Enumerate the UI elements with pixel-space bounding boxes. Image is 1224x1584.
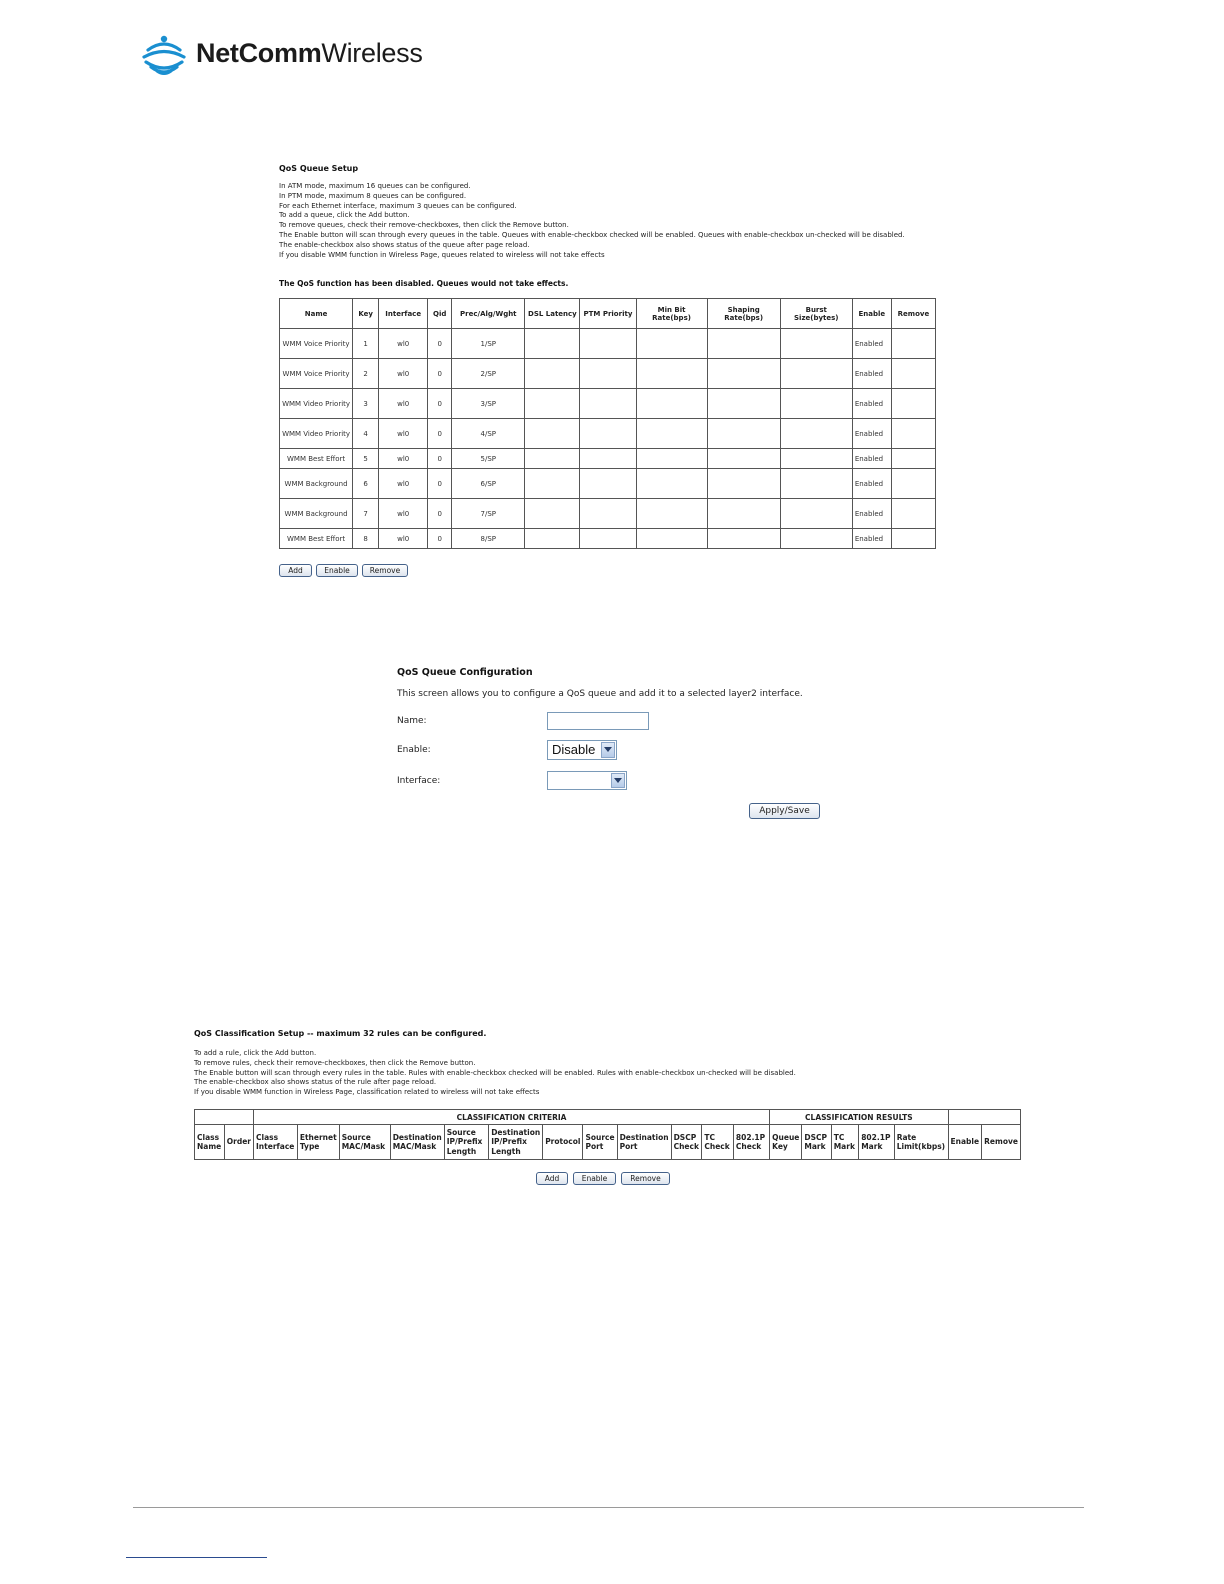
queue-setup-title: QoS Queue Setup <box>279 164 359 173</box>
rule-enable-button[interactable]: Enable <box>573 1172 616 1185</box>
col-prec: Prec/Alg/Wght <box>452 299 525 329</box>
note-line: For each Ethernet interface, maximum 3 queues can be configured. <box>279 201 517 210</box>
cell-qid: 0 <box>428 529 452 549</box>
cell-burst-size <box>780 499 852 529</box>
col-enable: Enable <box>852 299 891 329</box>
cell-interface: wl0 <box>379 329 428 359</box>
cell-dsl-latency <box>525 359 580 389</box>
group-empty-left <box>195 1110 254 1125</box>
cell-interface: wl0 <box>379 469 428 499</box>
cell-shaping-rate <box>707 499 780 529</box>
cell-dsl-latency <box>525 499 580 529</box>
cell-key: 6 <box>353 469 379 499</box>
cell-min-bit-rate <box>636 469 707 499</box>
cell-dsl-latency <box>525 389 580 419</box>
cell-prec: 3/SP <box>452 389 525 419</box>
col-rate-limit-kbps: Rate Limit(kbps) <box>894 1125 948 1160</box>
col-destination-port: Destination Port <box>617 1125 671 1160</box>
cell-ptm-priority <box>580 449 636 469</box>
col-dscp-check: DSCP Check <box>671 1125 702 1160</box>
queue-add-button[interactable]: Add <box>279 564 312 577</box>
col-source-mac-mask: Source MAC/Mask <box>339 1125 390 1160</box>
cell-qid: 0 <box>428 419 452 449</box>
cell-enable: Enabled <box>852 529 891 549</box>
col-burst-size: Burst Size(bytes) <box>780 299 852 329</box>
rule-add-button[interactable]: Add <box>536 1172 568 1185</box>
col-ethernet-type: Ethernet Type <box>297 1125 339 1160</box>
cell-dsl-latency <box>525 329 580 359</box>
queue-remove-button[interactable]: Remove <box>362 564 408 577</box>
cell-key: 5 <box>353 449 379 469</box>
cell-enable: Enabled <box>852 419 891 449</box>
table-row <box>280 499 936 529</box>
cell-enable: Enabled <box>852 389 891 419</box>
classification-title: QoS Classification Setup -- maximum 32 rules can be configured. <box>194 1029 487 1038</box>
cell-enable: Enabled <box>852 359 891 389</box>
cell-name: WMM Voice Priority <box>280 329 353 359</box>
cell-interface: wl0 <box>379 529 428 549</box>
cell-min-bit-rate <box>636 419 707 449</box>
cell-name: WMM Best Effort <box>280 449 353 469</box>
cell-qid: 0 <box>428 389 452 419</box>
cell-interface: wl0 <box>379 449 428 469</box>
note-line: If you disable WMM function in Wireless Page, queues related to wireless will not take effects <box>279 250 605 259</box>
cell-min-bit-rate <box>636 329 707 359</box>
col-tc-check: TC Check <box>702 1125 734 1160</box>
results-header: CLASSIFICATION RESULTS <box>770 1110 948 1125</box>
cell-shaping-rate <box>707 389 780 419</box>
classification-notes <box>194 1049 894 1098</box>
col-ptm-priority: PTM Priority <box>580 299 636 329</box>
cell-name: WMM Background <box>280 469 353 499</box>
cell-ptm-priority <box>580 419 636 449</box>
cell-prec: 6/SP <box>452 469 525 499</box>
cell-qid: 0 <box>428 449 452 469</box>
col-class-name: Class Name <box>195 1125 225 1160</box>
cell-remove[interactable] <box>891 359 935 389</box>
footer-link-underline[interactable] <box>126 1557 267 1558</box>
cell-prec: 1/SP <box>452 329 525 359</box>
cell-prec: 8/SP <box>452 529 525 549</box>
chevron-down-icon <box>601 742 615 758</box>
cell-key: 8 <box>353 529 379 549</box>
cell-name: WMM Video Priority <box>280 419 353 449</box>
cell-enable: Enabled <box>852 499 891 529</box>
cell-key: 7 <box>353 499 379 529</box>
cell-ptm-priority <box>580 389 636 419</box>
queue-enable-button[interactable]: Enable <box>316 564 358 577</box>
cell-prec: 7/SP <box>452 499 525 529</box>
cell-qid: 0 <box>428 359 452 389</box>
note-line: The enable-checkbox also shows status of the queue after page reload. <box>279 240 530 249</box>
cell-min-bit-rate <box>636 529 707 549</box>
footer-divider <box>133 1507 1084 1508</box>
criteria-header: CLASSIFICATION CRITERIA <box>254 1110 770 1125</box>
note-line: To add a rule, click the Add button. <box>194 1049 317 1057</box>
note-line: To remove queues, check their remove-checkboxes, then click the Remove button. <box>279 221 569 230</box>
cell-key: 2 <box>353 359 379 389</box>
table-row <box>280 419 936 449</box>
col-min-bit-rate: Min Bit Rate(bps) <box>636 299 707 329</box>
note-line: To add a queue, click the Add button. <box>279 211 410 220</box>
enable-select[interactable] <box>547 740 617 760</box>
interface-label: Interface: <box>397 776 441 786</box>
cell-qid: 0 <box>428 499 452 529</box>
classification-column-header <box>195 1125 1021 1160</box>
col-protocol: Protocol <box>543 1125 583 1160</box>
cell-remove[interactable] <box>891 469 935 499</box>
cell-min-bit-rate <box>636 389 707 419</box>
col-destination-mac-mask: Destination MAC/Mask <box>390 1125 444 1160</box>
col-source-ip-prefix-length: Source IP/Prefix Length <box>444 1125 489 1160</box>
cell-interface: wl0 <box>379 359 428 389</box>
cell-key: 1 <box>353 329 379 359</box>
note-line: If you disable WMM function in Wireless Page, classification related to wireless will not take effects <box>194 1088 540 1097</box>
cell-remove[interactable] <box>891 449 935 469</box>
queue-setup-notes <box>279 182 979 260</box>
col-shaping-rate: Shaping Rate(bps) <box>707 299 780 329</box>
apply-save-button[interactable]: Apply/Save <box>749 803 820 819</box>
cell-burst-size <box>780 329 852 359</box>
cell-burst-size <box>780 419 852 449</box>
wifi-signal-icon <box>140 30 190 80</box>
col-dscp-mark: DSCP Mark <box>802 1125 831 1160</box>
cell-remove[interactable] <box>891 419 935 449</box>
cell-name: WMM Video Priority <box>280 389 353 419</box>
cell-shaping-rate <box>707 529 780 549</box>
cell-min-bit-rate <box>636 359 707 389</box>
cell-qid: 0 <box>428 329 452 359</box>
col-queue-key: Queue Key <box>770 1125 802 1160</box>
cell-dsl-latency <box>525 469 580 499</box>
table-row <box>280 469 936 499</box>
interface-select[interactable] <box>547 771 627 790</box>
col-tc-mark: TC Mark <box>831 1125 859 1160</box>
cell-qid: 0 <box>428 469 452 499</box>
queue-config-description: This screen allows you to configure a QoS queue and add it to a selected layer2 interface. <box>397 689 803 699</box>
classification-group-header <box>195 1110 1021 1125</box>
col-dsl-latency: DSL Latency <box>525 299 580 329</box>
cell-burst-size <box>780 529 852 549</box>
col-key: Key <box>353 299 379 329</box>
cell-prec: 5/SP <box>452 449 525 469</box>
cell-shaping-rate <box>707 329 780 359</box>
table-row <box>280 449 936 469</box>
cell-interface: wl0 <box>379 499 428 529</box>
cell-prec: 4/SP <box>452 419 525 449</box>
cell-remove[interactable] <box>891 389 935 419</box>
note-line: In PTM mode, maximum 8 queues can be configured. <box>279 191 467 200</box>
table-row <box>280 529 936 549</box>
rule-remove-button[interactable]: Remove <box>621 1172 670 1185</box>
col-class-interface: Class Interface <box>254 1125 298 1160</box>
note-line: The Enable button will scan through every queues in the table. Queues with enable-checkbox checked will be enabled. Queues with enable-checkbox un-checked will be disabled. <box>279 230 905 239</box>
col-order: Order <box>224 1125 253 1160</box>
col-enable: Enable <box>948 1125 982 1160</box>
col-802-1p-check: 802.1P Check <box>733 1125 769 1160</box>
cell-shaping-rate <box>707 419 780 449</box>
queue-name-input[interactable] <box>547 712 649 730</box>
col-remove: Remove <box>891 299 935 329</box>
cell-key: 3 <box>353 389 379 419</box>
cell-ptm-priority <box>580 359 636 389</box>
cell-ptm-priority <box>580 329 636 359</box>
cell-dsl-latency <box>525 449 580 469</box>
note-line: In ATM mode, maximum 16 queues can be configured. <box>279 182 471 190</box>
note-line: The Enable button will scan through every rules in the table. Rules with enable-checkbox checked will be enabled. Rules with enable-checkbox un-checked will be disabled. <box>194 1068 796 1077</box>
cell-enable: Enabled <box>852 449 891 469</box>
name-label: Name: <box>397 716 427 726</box>
cell-burst-size <box>780 469 852 499</box>
cell-ptm-priority <box>580 469 636 499</box>
table-row <box>280 359 936 389</box>
cell-ptm-priority <box>580 529 636 549</box>
cell-dsl-latency <box>525 419 580 449</box>
note-line: The enable-checkbox also shows status of the rule after page reload. <box>194 1078 437 1087</box>
cell-enable: Enabled <box>852 329 891 359</box>
queue-table <box>279 298 936 549</box>
table-row <box>280 389 936 419</box>
cell-interface: wl0 <box>379 419 428 449</box>
cell-dsl-latency <box>525 529 580 549</box>
enable-label: Enable: <box>397 745 431 755</box>
cell-interface: wl0 <box>379 389 428 419</box>
col-remove: Remove <box>982 1125 1021 1160</box>
col-destination-ip-prefix-length: Destination IP/Prefix Length <box>489 1125 543 1160</box>
col-interface: Interface <box>379 299 428 329</box>
note-line: To remove rules, check their remove-checkboxes, then click the Remove button. <box>194 1058 476 1067</box>
qos-disabled-warning: The QoS function has been disabled. Queues would not take effects. <box>279 279 569 288</box>
cell-shaping-rate <box>707 359 780 389</box>
cell-enable: Enabled <box>852 469 891 499</box>
queue-table-header <box>280 299 936 329</box>
cell-name: WMM Background <box>280 499 353 529</box>
cell-key: 4 <box>353 419 379 449</box>
cell-min-bit-rate <box>636 449 707 469</box>
enable-select-value: Disable <box>552 742 596 757</box>
table-row <box>280 329 936 359</box>
cell-shaping-rate <box>707 449 780 469</box>
group-empty-right <box>948 1110 1020 1125</box>
cell-remove[interactable] <box>891 329 935 359</box>
cell-name: WMM Voice Priority <box>280 359 353 389</box>
cell-burst-size <box>780 389 852 419</box>
col-802-1p-mark: 802.1P Mark <box>859 1125 895 1160</box>
classification-table <box>194 1109 1021 1160</box>
cell-shaping-rate <box>707 469 780 499</box>
cell-min-bit-rate <box>636 499 707 529</box>
queue-config-title: QoS Queue Configuration <box>397 667 533 678</box>
col-source-port: Source Port <box>583 1125 617 1160</box>
cell-prec: 2/SP <box>452 359 525 389</box>
col-name: Name <box>280 299 353 329</box>
cell-ptm-priority <box>580 499 636 529</box>
cell-burst-size <box>780 359 852 389</box>
brand-name: NetCommWireless <box>196 38 423 68</box>
cell-remove[interactable] <box>891 499 935 529</box>
chevron-down-icon <box>611 773 625 788</box>
col-qid: Qid <box>428 299 452 329</box>
cell-remove[interactable] <box>891 529 935 549</box>
cell-name: WMM Best Effort <box>280 529 353 549</box>
cell-burst-size <box>780 449 852 469</box>
